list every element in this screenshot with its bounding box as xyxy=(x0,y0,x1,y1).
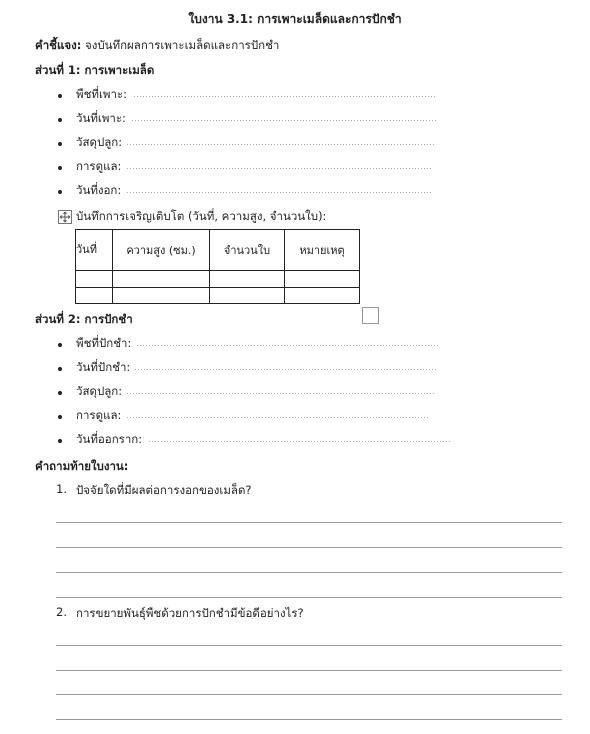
bullet xyxy=(58,118,62,122)
part1-item-plant-line[interactable] xyxy=(133,96,436,97)
bullet xyxy=(58,166,62,170)
bullet xyxy=(58,190,62,194)
part1-item-plant-label: พืชที่เพาะ: xyxy=(76,87,127,101)
bullet xyxy=(58,415,62,419)
part2-item-cut-date-label: วันที่ปักชำ: xyxy=(76,360,131,374)
worksheet-title: ใบงาน 3.1: การเพาะเมล็ดและการปักชำ xyxy=(188,12,402,26)
table-cell[interactable] xyxy=(285,271,360,288)
answer-line[interactable] xyxy=(56,547,562,548)
questions-heading: คำถามท้ายใบงาน: xyxy=(35,459,129,473)
part1-item-care-line[interactable] xyxy=(126,168,431,169)
table-row xyxy=(76,271,360,288)
part1-item-germ-date-line[interactable] xyxy=(126,192,431,193)
instruction xyxy=(35,37,279,55)
answer-line[interactable] xyxy=(56,645,562,646)
instruction-text: จงบันทึกผลการเพาะเมล็ดและการปักชำ xyxy=(81,38,280,52)
question-1-text: ปัจจัยใดที่มีผลต่อการงอกของเมล็ด? xyxy=(76,483,252,497)
table-cell[interactable] xyxy=(210,288,285,304)
part2-heading: ส่วนที่ 2: การปักชำ xyxy=(35,312,133,326)
bullet xyxy=(58,142,62,146)
bullet xyxy=(58,391,62,395)
checkbox-icon[interactable] xyxy=(362,307,379,324)
move-handle-icon[interactable] xyxy=(58,210,72,224)
bullet xyxy=(58,439,62,443)
table-cell[interactable] xyxy=(76,271,113,288)
part1-item-medium-label: วัสดุปลูก: xyxy=(76,135,123,149)
bullet xyxy=(58,367,62,371)
question-1-number: 1. xyxy=(56,482,67,496)
table-header-leaves: จำนวนใบ xyxy=(210,230,285,271)
part1-item-sow-date-line[interactable] xyxy=(131,120,436,121)
part1-item-germ-date-label: วันที่งอก: xyxy=(76,183,122,197)
part1-heading: ส่วนที่ 1: การเพาะเมล็ด xyxy=(35,63,155,77)
bullet xyxy=(58,343,62,347)
part2-item-root-date-line[interactable] xyxy=(148,441,451,442)
table-cell[interactable] xyxy=(113,288,210,304)
table-header-date: วันที่ xyxy=(76,230,113,271)
answer-line[interactable] xyxy=(56,522,562,523)
question-2-number: 2. xyxy=(56,605,67,619)
answer-line[interactable] xyxy=(56,670,562,671)
table-cell[interactable] xyxy=(210,271,285,288)
part2-item-root-date-label: วันที่ออกราก: xyxy=(76,432,143,446)
table-header-note: หมายเหตุ xyxy=(285,230,360,271)
part2-item-care-line[interactable] xyxy=(126,417,429,418)
part2-item-medium-label: วัสดุปลูก: xyxy=(76,384,123,398)
part2-item-cut-date-line[interactable] xyxy=(134,369,438,370)
growth-record-table xyxy=(75,229,360,304)
answer-line[interactable] xyxy=(56,597,562,598)
table-header-height: ความสูง (ซม.) xyxy=(113,230,210,271)
part2-item-care-label: การดูแล: xyxy=(76,408,122,422)
table-row xyxy=(76,288,360,304)
part1-item-medium-line[interactable] xyxy=(126,144,434,145)
table-cell[interactable] xyxy=(76,288,113,304)
part2-item-plant-label: พืชที่ปักชำ: xyxy=(76,336,132,350)
table-cell[interactable] xyxy=(285,288,360,304)
part2-item-plant-line[interactable] xyxy=(136,345,439,346)
instruction-label: คำชี้แจง: xyxy=(35,38,82,52)
answer-line[interactable] xyxy=(56,719,562,720)
answer-line[interactable] xyxy=(56,572,562,573)
answer-line[interactable] xyxy=(56,694,562,695)
bullet xyxy=(58,94,62,98)
table-header-row xyxy=(76,230,360,271)
part1-item-care-label: การดูแล: xyxy=(76,159,122,173)
table-cell[interactable] xyxy=(113,271,210,288)
part1-item-sow-date-label: วันที่เพาะ: xyxy=(76,111,126,125)
part2-item-medium-line[interactable] xyxy=(126,393,434,394)
growth-record-label: บันทึกการเจริญเติบโต (วันที่, ความสูง, จำนวนใบ): xyxy=(76,209,327,223)
question-2-text: การขยายพันธุ์พืชด้วยการปักชำมีข้อดีอย่างไร? xyxy=(76,606,304,620)
